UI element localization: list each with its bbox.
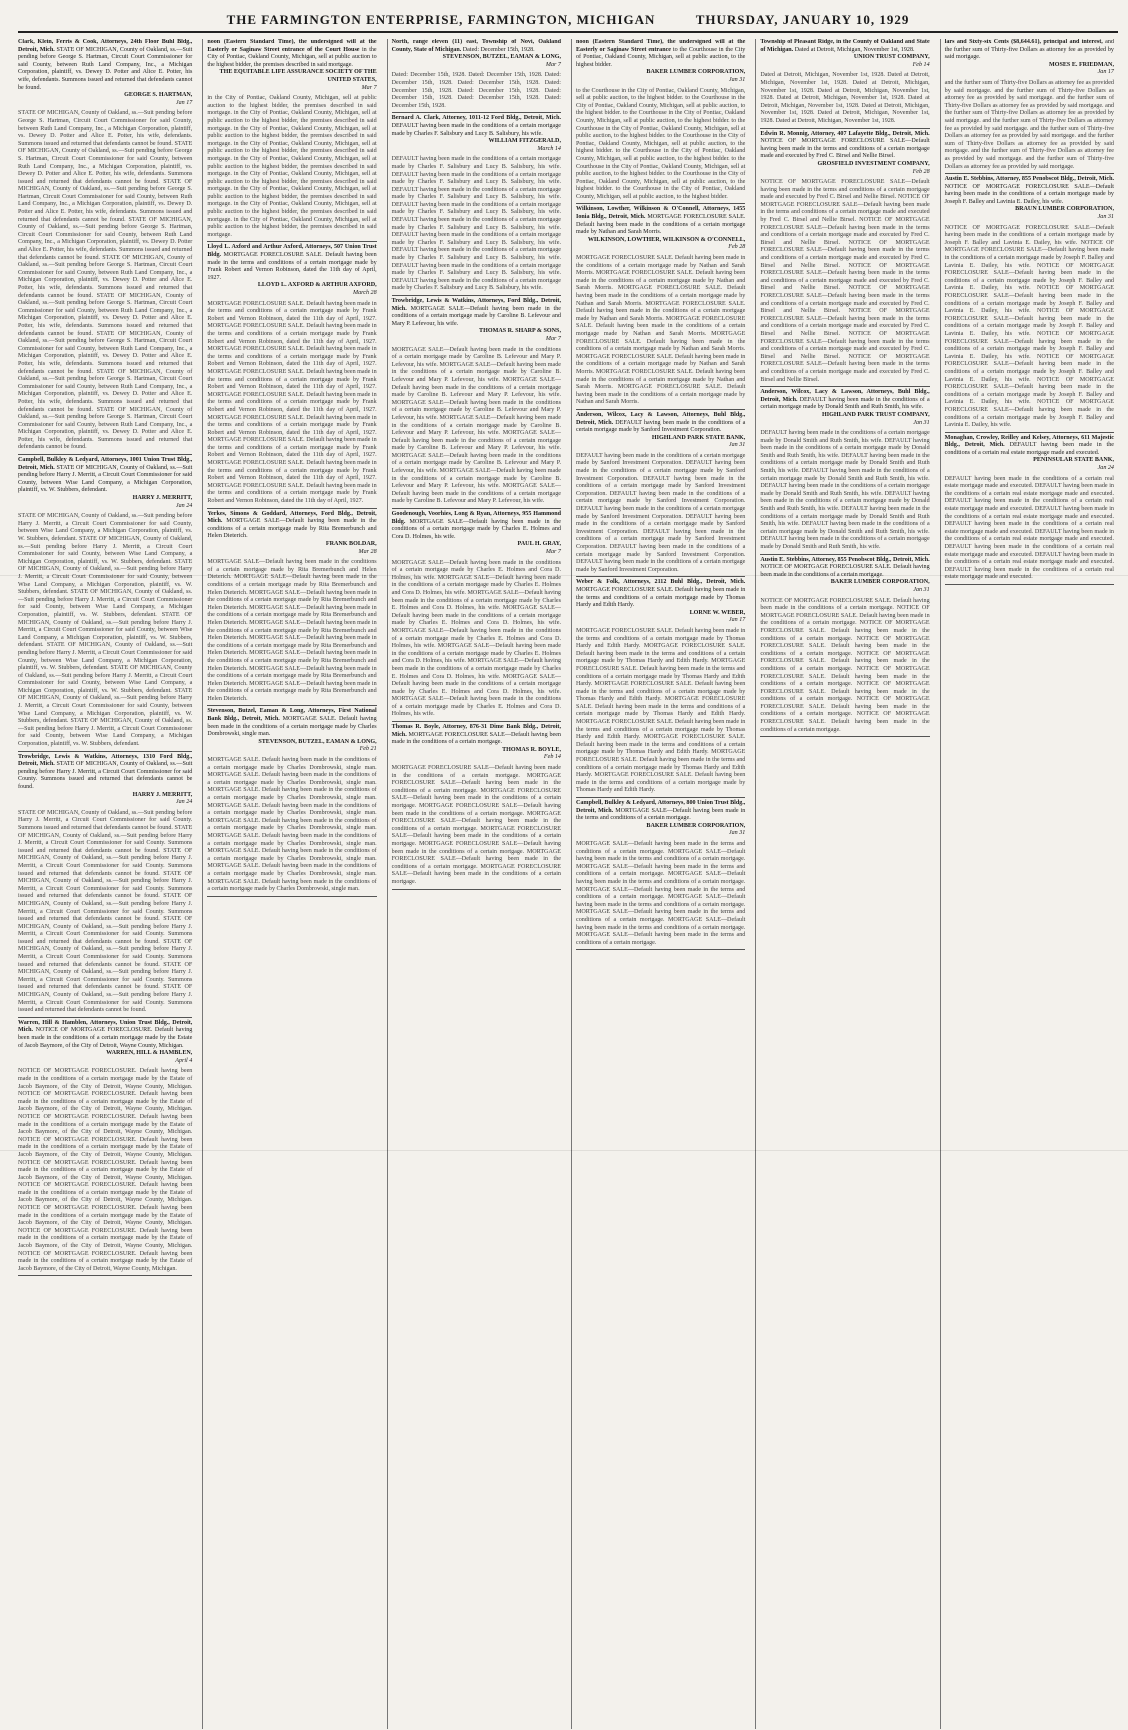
- notice-divider: [576, 949, 745, 950]
- notice-body: Dated at Detroit, Michigan, November 1st, 1928.: [794, 46, 915, 53]
- notice-header: Anderson, Wilcox, Lacy & Lawson, Attorneys, Buhl Bldg., Detroit, Mich.: [575, 411, 746, 426]
- notice-header: Austin E. Stebbins, Attorney, 855 Penobscot Bldg., Detroit, Mich.: [760, 556, 930, 563]
- notice-signature: PAUL H. GRAY,: [517, 541, 561, 548]
- notice-date: Feb 14: [912, 61, 930, 68]
- legal-notice: [760, 131, 929, 177]
- notice-divider: [392, 112, 561, 113]
- notice-divider: [207, 896, 376, 897]
- masthead: [18, 12, 1118, 33]
- notice-header: North, range eleven (11) east, Township of Novi, Oakland County, State of Michigan.: [391, 39, 561, 53]
- notice-body: DEFAULT having been made in the conditions of a certain mortgage made by Charles F. Salisbury and Lucy B. Salisbury, his wife.: [391, 122, 561, 137]
- notice-date: Jan 17: [728, 617, 746, 624]
- notice-header: Campbell, Bulkley & Ledyard, Attorneys, 800 Union Trust Bldg., Detroit, Mich.: [575, 800, 746, 814]
- notice-date: Jan 31: [1097, 214, 1114, 221]
- notice-body-continuation: Dated at Detroit, Michigan, November 1st, 1928. Dated at Detroit, Michigan, November 1st, 1928. Dated at Detroit, Michigan, November 1st, 1928. Dated at Detroit, Michigan, November 1st, 1928. Dated at Detroit, Michigan, November 1st, 1928. Dated at Detroit, Michigan, November 1st, 1928. Dated at Detroit, Michigan, November 1st, 1928. Dated at Detroit, Michigan, November 1st, 1928. Dated at Detroit, Michigan, November 1st, 1928.: [760, 72, 930, 124]
- notice-date: Jan 17: [175, 99, 193, 106]
- notice-body-continuation: MORTGAGE FORECLOSURE SALE—Default having been made in the conditions of a certain mortgage. MORTGAGE FORECLOSURE SALE—Default having been made in the conditions of a certain mortgage. MORTGAGE FORECLOSURE SALE—Default having been made in the conditions of a certain mortgage. MORTGAGE FORECLOSURE SALE—Default having been made in the conditions of a certain mortgage. MORTGAGE FORECLOSURE SALE—Default having been made in the conditions of a certain mortgage. MORTGAGE FORECLOSURE SALE—Default having been made in the conditions of a certain mortgage. MORTGAGE FORECLOSURE SALE—Default having been made in the conditions of a certain mortgage. MORTGAGE FORECLOSURE SALE—Default having been made in the conditions of a certain mortgage. MORTGAGE FORECLOSURE SALE—Default having been made in the conditions of a certain mortgage.: [391, 765, 561, 885]
- notice-body: NOTICE OF MORTGAGE FORECLOSURE SALE. Default having been made in the conditions of a certain mortgage.: [760, 564, 930, 578]
- column-5: [755, 39, 933, 1729]
- notice-body: DEFAULT having been made in the conditions of a certain mortgage made by Donald Smith and Ruth Smith, his wife.: [760, 396, 930, 411]
- legal-notice: [760, 389, 929, 427]
- notice-signature: THOMAS R. BOYLE,: [502, 746, 561, 753]
- notice-signature: HIGHLAND PARK TRUST COMPANY,: [821, 411, 930, 418]
- legal-notice: [760, 39, 929, 69]
- notice-body: MORTGAGE SALE—Default having been made in the terms and conditions of a certain mortgage.: [575, 807, 746, 822]
- notice-date: Mar 7: [545, 335, 561, 342]
- notice-divider: [392, 295, 561, 296]
- notice-body-continuation: to the Courthouse in the City of Pontiac, Oakland County, Michigan, sell at public auction, to the highest bidder. to the Courthouse in the City of Pontiac, Oakland County, Michigan, sell at public auction, to the highest bidder. to the Courthouse in the City of Pontiac, Oakland County, Michigan, sell at public auction, to the highest bidder. to the Courthouse in the City of Pontiac, Oakland County, Michigan, sell at public auction, to the highest bidder. to the Courthouse in the City of Pontiac, Oakland County, Michigan, sell at public auction, to the highest bidder. to the Courthouse in the City of Pontiac, Oakland County, Michigan, sell at public auction, to the highest bidder. to the Courthouse in the City of Pontiac, Oakland County, Michigan, sell at public auction, to the highest bidder. to the Courthouse in the City of Pontiac, Oakland County, Michigan, sell at public auction, to the highest bidder. to the Courthouse in the City of Pontiac, Oakland County, Michigan, sell at public auction, to the highest bidder.: [575, 87, 746, 200]
- notice-signature: WILKINSON, LOWTHER, WILKINSON & O'CONNELL,: [587, 236, 746, 243]
- notice-date: Feb 28: [912, 168, 930, 175]
- notice-body: to the Courthouse in the City of Pontiac, Oakland County, Michigan, sell at public auction, to the highest bidder.: [575, 46, 746, 68]
- notice-header: Edwin R. Monnig, Attorney, 407 Lafayette Bldg., Detroit, Mich.: [760, 130, 930, 137]
- notice-divider: [576, 576, 745, 577]
- notice-body-continuation: MORTGAGE SALE—Default having been made in the conditions of a certain mortgage made by Caroline B. Lefevour and Mary P. Lefevour, his wife. MORTGAGE SALE—Default having been made in the conditions of a certain mortgage made by Caroline B. Lefevour and Mary P. Lefevour, his wife. MORTGAGE SALE—Default having been made in the conditions of a certain mortgage made by Caroline B. Lefevour and Mary P. Lefevour, his wife. MORTGAGE SALE—Default having been made in the conditions of a certain mortgage made by Caroline B. Lefevour and Mary P. Lefevour, his wife. MORTGAGE SALE—Default having been made in the conditions of a certain mortgage made by Caroline B. Lefevour and Mary P. Lefevour, his wife. MORTGAGE SALE—Default having been made in the conditions of a certain mortgage made by Caroline B. Lefevour and Mary P. Lefevour, his wife. MORTGAGE SALE—Default having been made in the conditions of a certain mortgage made by Caroline B. Lefevour and Mary P. Lefevour, his wife. MORTGAGE SALE—Default having been made in the conditions of a certain mortgage made by Caroline B. Lefevour and Mary P. Lefevour, his wife. MORTGAGE SALE—Default having been made in the conditions of a certain mortgage made by Caroline B. Lefevour and Mary P. Lefevour, his wife.: [391, 346, 561, 505]
- legal-notice: [945, 39, 1114, 77]
- notice-body-continuation: and the further sum of Thirty-five Dollars as attorney fee as provided by said mortgage. and the further sum of Thirty-five Dollars as attorney fee as provided by said mortgage. and the further sum of Thirty-five Dollars as attorney fee as provided by said mortgage. and the further sum of Thirty-five Dollars as attorney fee as provided by said mortgage. and the further sum of Thirty-five Dollars as attorney fee as provided by said mortgage. and the further sum of Thirty-five Dollars as attorney fee as provided by said mortgage. and the further sum of Thirty-five Dollars as attorney fee as provided by said mortgage. and the further sum of Thirty-five Dollars as attorney fee as provided by said mortgage. and the further sum of Thirty-five Dollars as attorney fee as provided by said mortgage.: [944, 79, 1114, 170]
- notice-signature: UNION TRUST COMPANY,: [853, 54, 930, 61]
- notice-body: STATE OF MICHIGAN, County of Oakland, ss.—Suit pending before George S. Hartman, Circuit Court Commissioner for said County, between Ruth Land Company, Inc., a Michigan Corporation, plaintiff, vs. Dewey D. Potter and Alice E. Potter, his wife, defendants. Summons issued and returned that defendants cannot be found.: [18, 46, 193, 91]
- notice-divider: [760, 736, 929, 737]
- notice-divider: [207, 508, 376, 509]
- notice-body: MORTGAGE FORECLOSURE SALE. Default having been made in the conditions of a certain mortgage made by Nathan and Sarah Morris.: [575, 214, 746, 236]
- notice-body: Dated: December 15th, 1928.: [462, 46, 535, 53]
- notice-divider: [18, 1275, 192, 1276]
- notice-body: NOTICE OF MORTGAGE FORECLOSURE SALE—Default having been made in the conditions of a certain mortgage made by Joseph F. Balley and Lavinia E. Dailey, his wife.: [944, 183, 1114, 205]
- legal-notice: [207, 511, 376, 557]
- notice-divider: [576, 797, 745, 798]
- notice-body-continuation: STATE OF MICHIGAN, County of Oakland, ss.—Suit pending before Harry J. Merritt, a Circuit Court Commissioner for said County. Summons issued and returned that defendants cannot be found. STATE OF MICHIGAN, County of Oakland, ss.—Suit pending before Harry J. Merritt, a Circuit Court Commissioner for said County. Summons issued and returned that defendants cannot be found. STATE OF MICHIGAN, County of Oakland, ss.—Suit pending before Harry J. Merritt, a Circuit Court Commissioner for said County. Summons issued and returned that defendants cannot be found. STATE OF MICHIGAN, County of Oakland, ss.—Suit pending before Harry J. Merritt, a Circuit Court Commissioner for said County. Summons issued and returned that defendants cannot be found. STATE OF MICHIGAN, County of Oakland, ss.—Suit pending before Harry J. Merritt, a Circuit Court Commissioner for said County. Summons issued and returned that defendants cannot be found. STATE OF MICHIGAN, County of Oakland, ss.—Suit pending before Harry J. Merritt, a Circuit Court Commissioner for said County. Summons issued and returned that defendants cannot be found. STATE OF MICHIGAN, County of Oakland, ss.—Suit pending before Harry J. Merritt, a Circuit Court Commissioner for said County. Summons issued and returned that defendants cannot be found. STATE OF MICHIGAN, County of Oakland, ss.—Suit pending before Harry J. Merritt, a Circuit Court Commissioner for said County. Summons issued and returned that defendants cannot be found. STATE OF MICHIGAN, County of Oakland, ss.—Suit pending before Harry J. Merritt, a Circuit Court Commissioner for said County. Summons issued and returned that defendants cannot be found.: [18, 809, 193, 1014]
- notice-body-continuation: DEFAULT having been made in the conditions of a certain mortgage made by Charles F. Salisbury and Lucy B. Salisbury, his wife. DEFAULT having been made in the conditions of a certain mortgage made by Charles F. Salisbury and Lucy B. Salisbury, his wife. DEFAULT having been made in the conditions of a certain mortgage made by Charles F. Salisbury and Lucy B. Salisbury, his wife. DEFAULT having been made in the conditions of a certain mortgage made by Charles F. Salisbury and Lucy B. Salisbury, his wife. DEFAULT having been made in the conditions of a certain mortgage made by Charles F. Salisbury and Lucy B. Salisbury, his wife. DEFAULT having been made in the conditions of a certain mortgage made by Charles F. Salisbury and Lucy B. Salisbury, his wife. DEFAULT having been made in the conditions of a certain mortgage made by Charles F. Salisbury and Lucy B. Salisbury, his wife. DEFAULT having been made in the conditions of a certain mortgage made by Charles F. Salisbury and Lucy B. Salisbury, his wife. DEFAULT having been made in the conditions of a certain mortgage made by Charles F. Salisbury and Lucy B. Salisbury, his wife.: [391, 156, 561, 292]
- notice-body-continuation: STATE OF MICHIGAN, County of Oakland, ss.—Suit pending before George S. Hartman, Circuit Court Commissioner for said County, between Ruth Land Company, Inc., a Michigan Corporation, plaintiff, vs. Dewey D. Potter and Alice E. Potter, his wife, defendants. Summons issued and returned that defendants cannot be found. STATE OF MICHIGAN, County of Oakland, ss.—Suit pending before George S. Hartman, Circuit Court Commissioner for said County, between Ruth Land Company, Inc., a Michigan Corporation, plaintiff, vs. Dewey D. Potter and Alice E. Potter, his wife, defendants. Summons issued and returned that defendants cannot be found. STATE OF MICHIGAN, County of Oakland, ss.—Suit pending before George S. Hartman, Circuit Court Commissioner for said County, between Ruth Land Company, Inc., a Michigan Corporation, plaintiff, vs. Dewey D. Potter and Alice E. Potter, his wife, defendants. Summons issued and returned that defendants cannot be found. STATE OF MICHIGAN, County of Oakland, ss.—Suit pending before George S. Hartman, Circuit Court Commissioner for said County, between Ruth Land Company, Inc., a Michigan Corporation, plaintiff, vs. Dewey D. Potter and Alice E. Potter, his wife, defendants. Summons issued and returned that defendants cannot be found. STATE OF MICHIGAN, County of Oakland, ss.—Suit pending before George S. Hartman, Circuit Court Commissioner for said County, between Ruth Land Company, Inc., a Michigan Corporation, plaintiff, vs. Dewey D. Potter and Alice E. Potter, his wife, defendants. Summons issued and returned that defendants cannot be found. STATE OF MICHIGAN, County of Oakland, ss.—Suit pending before George S. Hartman, Circuit Court Commissioner for said County, between Ruth Land Company, Inc., a Michigan Corporation, plaintiff, vs. Dewey D. Potter and Alice E. Potter, his wife, defendants. Summons issued and returned that defendants cannot be found. STATE OF MICHIGAN, County of Oakland, ss.—Suit pending before George S. Hartman, Circuit Court Commissioner for said County, between Ruth Land Company, Inc., a Michigan Corporation, plaintiff, vs. Dewey D. Potter and Alice E. Potter, his wife, defendants. Summons issued and returned that defendants cannot be found. STATE OF MICHIGAN, County of Oakland, ss.—Suit pending before George S. Hartman, Circuit Court Commissioner for said County, between Ruth Land Company, Inc., a Michigan Corporation, plaintiff, vs. Dewey D. Potter and Alice E. Potter, his wife, defendants. Summons issued and returned that defendants cannot be found. STATE OF MICHIGAN, County of Oakland, ss.—Suit pending before George S. Hartman, Circuit Court Commissioner for said County, between Ruth Land Company, Inc., a Michigan Corporation, plaintiff, vs. Dewey D. Potter and Alice E. Potter, his wife, defendants. Summons issued and returned that defendants cannot be found.: [18, 110, 193, 451]
- notice-header: noon (Eastern Standard Time), the undersigned will at the Easterly or Saginaw Street entrance: [575, 39, 746, 53]
- column-4: [571, 39, 749, 1729]
- legal-notice: [392, 39, 561, 69]
- notice-header: Anderson, Wilcox, Lacy & Lawson, Attorneys, Buhl Bldg., Detroit, Mich.: [760, 389, 930, 403]
- legal-notice: [576, 412, 745, 450]
- notice-date: Feb 28: [728, 244, 746, 251]
- notice-divider: [945, 173, 1114, 174]
- notice-body: STATE OF MICHIGAN, County of Oakland, ss.—Suit pending before Harry J. Merritt, a Circuit Court Commissioner for said County, between Wise Land Company, a Michigan Corporation, plaintiff, vs. W. Stubbers, defendant.: [18, 464, 193, 494]
- fold-line: [0, 575, 1128, 576]
- notice-signature: BAKER LUMBER CORPORATION,: [646, 822, 746, 829]
- notice-divider: [392, 721, 561, 722]
- notice-signature: PENINSULAR STATE BANK,: [1033, 457, 1114, 464]
- notice-date: March 28: [353, 290, 377, 296]
- notice-body: DEFAULT having been made in the conditions of a certain real estate mortgage made and executed.: [944, 442, 1114, 456]
- notice-signature: WARREN, HILL & HAMBLEN,: [106, 1050, 193, 1057]
- notice-body: MORTGAGE FORECLOSURE SALE—Default having been made in the conditions of a certain mortgage.: [391, 731, 561, 746]
- notice-date: Jan 24: [175, 502, 193, 509]
- column-1: [18, 39, 196, 1729]
- notice-header: Yerkes, Simons & Goddard, Attorneys, Ford Bldg., Detroit, Mich.: [207, 510, 377, 525]
- notice-date: Feb 14: [543, 754, 561, 761]
- notice-header: noon (Eastern Standard Time), the undersigned will at the Easterly or Saginaw Street entrance of the Court House: [207, 39, 377, 53]
- notice-body: MORTGAGE SALE—Default having been made in the conditions of a certain mortgage made by Rita Bremerbunch and Helen Dieterich.: [207, 518, 377, 540]
- notice-signature: THOMAS R. SHARP & SONS,: [479, 328, 561, 335]
- notice-date: Jan 31: [728, 830, 746, 837]
- notice-date: Jan 17: [1097, 69, 1114, 76]
- legal-notice: [392, 511, 561, 557]
- notice-header: Bernard A. Clark, Attorney, 1011-12 Ford Bldg., Detroit, Mich.: [391, 115, 561, 122]
- notice-divider: [18, 454, 192, 455]
- notice-divider: [207, 705, 376, 706]
- notice-divider: [945, 432, 1114, 433]
- notice-header: Goodenough, Voorhies, Long & Ryan, Attorneys, 955 Hammond Bldg.: [391, 511, 561, 525]
- notice-header: Thomas R. Boyle, Attorney, 876-31 Dime Bank Bldg., Detroit, Mich.: [391, 724, 561, 738]
- notice-date: Feb 21: [359, 746, 377, 753]
- notice-date: April 4: [175, 1057, 193, 1064]
- notice-date: Mar 7: [361, 84, 377, 91]
- notice-body-continuation: NOTICE OF MORTGAGE FORECLOSURE. Default having been made in the conditions of a certain mortgage made by the Estate of Jacob Baymore, of the City of Detroit, Wayne County, Michigan. NOTICE OF MORTGAGE FORECLOSURE. Default having been made in the conditions of a certain mortgage made by the Estate of Jacob Baymore, of the City of Detroit, Wayne County, Michigan. NOTICE OF MORTGAGE FORECLOSURE. Default having been made in the conditions of a certain mortgage made by the Estate of Jacob Baymore, of the City of Detroit, Wayne County, Michigan. NOTICE OF MORTGAGE FORECLOSURE. Default having been made in the conditions of a certain mortgage made by the Estate of Jacob Baymore, of the City of Detroit, Wayne County, Michigan. NOTICE OF MORTGAGE FORECLOSURE. Default having been made in the conditions of a certain mortgage made by the Estate of Jacob Baymore, of the City of Detroit, Wayne County, Michigan. NOTICE OF MORTGAGE FORECLOSURE. Default having been made in the conditions of a certain mortgage made by the Estate of Jacob Baymore, of the City of Detroit, Wayne County, Michigan. NOTICE OF MORTGAGE FORECLOSURE. Default having been made in the conditions of a certain mortgage made by the Estate of Jacob Baymore, of the City of Detroit, Wayne County, Michigan. NOTICE OF MORTGAGE FORECLOSURE. Default having been made in the conditions of a certain mortgage made by the Estate of Jacob Baymore, of the City of Detroit, Wayne County, Michigan. NOTICE OF MORTGAGE FORECLOSURE. Default having been made in the conditions of a certain mortgage made by the Estate of Jacob Baymore, of the City of Detroit, Wayne County, Michigan.: [18, 1068, 193, 1272]
- notice-body-continuation: MORTGAGE SALE—Default having been made in the conditions of a certain mortgage made by Charles E. Holmes and Cora D. Holmes, his wife. MORTGAGE SALE—Default having been made in the conditions of a certain mortgage made by Charles E. Holmes and Cora D. Holmes, his wife. MORTGAGE SALE—Default having been made in the conditions of a certain mortgage made by Charles E. Holmes and Cora D. Holmes, his wife. MORTGAGE SALE—Default having been made in the conditions of a certain mortgage made by Charles E. Holmes and Cora D. Holmes, his wife. MORTGAGE SALE—Default having been made in the conditions of a certain mortgage made by Charles E. Holmes and Cora D. Holmes, his wife. MORTGAGE SALE—Default having been made in the conditions of a certain mortgage made by Charles E. Holmes and Cora D. Holmes, his wife. MORTGAGE SALE—Default having been made in the conditions of a certain mortgage made by Charles E. Holmes and Cora D. Holmes, his wife. MORTGAGE SALE—Default having been made in the conditions of a certain mortgage made by Charles E. Holmes and Cora D. Holmes, his wife. MORTGAGE SALE—Default having been made in the conditions of a certain mortgage made by Charles E. Holmes and Cora D. Holmes, his wife.: [391, 559, 561, 718]
- notice-body: MORTGAGE SALE. Default having been made in the conditions of a certain mortgage made by Charles Dombrowski, single man.: [207, 716, 377, 738]
- notice-signature: FRANK BOLDAR,: [325, 541, 377, 547]
- notice-date: Jan 31: [728, 76, 746, 83]
- notice-body-continuation: Dated: December 15th, 1928. Dated: December 15th, 1928. Dated: December 15th, 1928. Dated: December 15th, 1928. Dated: December 15th, 1928. Dated: December 15th, 1928. Dated: December 15th, 1928. Dated: December 15th, 1928. Dated: December 15th, 1928.: [391, 72, 561, 109]
- notice-divider: [576, 409, 745, 410]
- notice-signature: BAKER LUMBER CORPORATION,: [646, 69, 746, 76]
- notice-body: MORTGAGE SALE—Default having been made in the conditions of a certain mortgage made by Charles E. Holmes and Cora D. Holmes, his wife.: [391, 518, 561, 540]
- notice-divider: [945, 584, 1114, 585]
- notice-body-continuation: STATE OF MICHIGAN, County of Oakland, ss.—Suit pending before Harry J. Merritt, a Circuit Court Commissioner for said County, between Wise Land Company, a Michigan Corporation, plaintiff, vs. W. Stubbers, defendant. STATE OF MICHIGAN, County of Oakland, ss.—Suit pending before Harry J. Merritt, a Circuit Court Commissioner for said County, between Wise Land Company, a Michigan Corporation, plaintiff, vs. W. Stubbers, defendant. STATE OF MICHIGAN, County of Oakland, ss.—Suit pending before Harry J. Merritt, a Circuit Court Commissioner for said County, between Wise Land Company, a Michigan Corporation, plaintiff, vs. W. Stubbers, defendant. STATE OF MICHIGAN, County of Oakland, ss.—Suit pending before Harry J. Merritt, a Circuit Court Commissioner for said County, between Wise Land Company, a Michigan Corporation, plaintiff, vs. W. Stubbers, defendant. STATE OF MICHIGAN, County of Oakland, ss.—Suit pending before Harry J. Merritt, a Circuit Court Commissioner for said County, between Wise Land Company, a Michigan Corporation, plaintiff, vs. W. Stubbers, defendant. STATE OF MICHIGAN, County of Oakland, ss.—Suit pending before Harry J. Merritt, a Circuit Court Commissioner for said County, between Wise Land Company, a Michigan Corporation, plaintiff, vs. W. Stubbers, defendant. STATE OF MICHIGAN, County of Oakland, ss.—Suit pending before Harry J. Merritt, a Circuit Court Commissioner for said County, between Wise Land Company, a Michigan Corporation, plaintiff, vs. W. Stubbers, defendant. STATE OF MICHIGAN, County of Oakland, ss.—Suit pending before Harry J. Merritt, a Circuit Court Commissioner for said County, between Wise Land Company, a Michigan Corporation, plaintiff, vs. W. Stubbers, defendant. STATE OF MICHIGAN, County of Oakland, ss.—Suit pending before Harry J. Merritt, a Circuit Court Commissioner for said County, between Wise Land Company, a Michigan Corporation, plaintiff, vs. W. Stubbers, defendant.: [18, 513, 193, 748]
- notice-date: Mar 28: [358, 548, 377, 555]
- notice-signature: HARRY J. MERRITT,: [132, 495, 193, 502]
- notice-body-continuation: MORTGAGE FORECLOSURE SALE. Default having been made in the terms and conditions of a certain mortgage made by Frank Robert and Vernon Robinson, dated the 11th day of April, 1927. MORTGAGE FORECLOSURE SALE. Default having been made in the terms and conditions of a certain mortgage made by Frank Robert and Vernon Robinson, dated the 11th day of April, 1927. MORTGAGE FORECLOSURE SALE. Default having been made in the terms and conditions of a certain mortgage made by Frank Robert and Vernon Robinson, dated the 11th day of April, 1927. MORTGAGE FORECLOSURE SALE. Default having been made in the terms and conditions of a certain mortgage made by Frank Robert and Vernon Robinson, dated the 11th day of April, 1927. MORTGAGE FORECLOSURE SALE. Default having been made in the terms and conditions of a certain mortgage made by Frank Robert and Vernon Robinson, dated the 11th day of April, 1927. MORTGAGE FORECLOSURE SALE. Default having been made in the terms and conditions of a certain mortgage made by Frank Robert and Vernon Robinson, dated the 11th day of April, 1927. MORTGAGE FORECLOSURE SALE. Default having been made in the terms and conditions of a certain mortgage made by Frank Robert and Vernon Robinson, dated the 11th day of April, 1927. MORTGAGE FORECLOSURE SALE. Default having been made in the terms and conditions of a certain mortgage made by Frank Robert and Vernon Robinson, dated the 11th day of April, 1927. MORTGAGE FORECLOSURE SALE. Default having been made in the terms and conditions of a certain mortgage made by Frank Robert and Vernon Robinson, dated the 11th day of April, 1927.: [207, 300, 377, 505]
- legal-notice: [18, 39, 192, 107]
- notice-divider: [18, 1017, 192, 1018]
- legal-notice: [945, 435, 1114, 473]
- notice-body-continuation: MORTGAGE SALE—Default having been made in the conditions of a certain mortgage made by Rita Bremerbunch and Helen Dieterich. MORTGAGE SALE—Default having been made in the conditions of a certain mortgage made by Rita Bremerbunch and Helen Dieterich. MORTGAGE SALE—Default having been made in the conditions of a certain mortgage made by Rita Bremerbunch and Helen Dieterich. MORTGAGE SALE—Default having been made in the conditions of a certain mortgage made by Rita Bremerbunch and Helen Dieterich. MORTGAGE SALE—Default having been made in the conditions of a certain mortgage made by Rita Bremerbunch and Helen Dieterich. MORTGAGE SALE—Default having been made in the conditions of a certain mortgage made by Rita Bremerbunch and Helen Dieterich. MORTGAGE SALE—Default having been made in the conditions of a certain mortgage made by Rita Bremerbunch and Helen Dieterich. MORTGAGE SALE—Default having been made in the conditions of a certain mortgage made by Rita Bremerbunch and Helen Dieterich. MORTGAGE SALE—Default having been made in the conditions of a certain mortgage made by Rita Bremerbunch and Helen Dieterich.: [207, 559, 377, 702]
- notice-divider: [392, 889, 561, 890]
- notice-signature: LLOYD L. AXFORD & ARTHUR AXFORD,: [257, 282, 377, 289]
- legal-notice: [207, 244, 376, 297]
- notice-body: NOTICE OF MORTGAGE FORECLOSURE. Default having been made in the conditions of a certain mortgage made by the Estate of Jacob Baymore, of the City of Detroit, Wayne County, Michigan.: [18, 1027, 193, 1049]
- notice-body-continuation: NOTICE OF MORTGAGE FORECLOSURE SALE—Default having been made in the conditions of a certain mortgage made by Joseph F. Balley and Lavinia E. Dailey, his wife. NOTICE OF MORTGAGE FORECLOSURE SALE—Default having been made in the conditions of a certain mortgage made by Joseph F. Balley and Lavinia E. Dailey, his wife. NOTICE OF MORTGAGE FORECLOSURE SALE—Default having been made in the conditions of a certain mortgage made by Joseph F. Balley and Lavinia E. Dailey, his wife. NOTICE OF MORTGAGE FORECLOSURE SALE—Default having been made in the conditions of a certain mortgage made by Joseph F. Balley and Lavinia E. Dailey, his wife. NOTICE OF MORTGAGE FORECLOSURE SALE—Default having been made in the conditions of a certain mortgage made by Joseph F. Balley and Lavinia E. Dailey, his wife. NOTICE OF MORTGAGE FORECLOSURE SALE—Default having been made in the conditions of a certain mortgage made by Joseph F. Balley and Lavinia E. Dailey, his wife. NOTICE OF MORTGAGE FORECLOSURE SALE—Default having been made in the conditions of a certain mortgage made by Joseph F. Balley and Lavinia E. Dailey, his wife. NOTICE OF MORTGAGE FORECLOSURE SALE—Default having been made in the conditions of a certain mortgage made by Joseph F. Balley and Lavinia E. Dailey, his wife. NOTICE OF MORTGAGE FORECLOSURE SALE—Default having been made in the conditions of a certain mortgage made by Joseph F. Balley and Lavinia E. Dailey, his wife.: [944, 224, 1114, 429]
- notice-body-continuation: MORTGAGE FORECLOSURE SALE. Default having been made in the terms and conditions of a certain mortgage made by Thomas Hardy and Edith Hardy. MORTGAGE FORECLOSURE SALE. Default having been made in the terms and conditions of a certain mortgage made by Thomas Hardy and Edith Hardy. MORTGAGE FORECLOSURE SALE. Default having been made in the terms and conditions of a certain mortgage made by Thomas Hardy and Edith Hardy. MORTGAGE FORECLOSURE SALE. Default having been made in the terms and conditions of a certain mortgage made by Thomas Hardy and Edith Hardy. MORTGAGE FORECLOSURE SALE. Default having been made in the terms and conditions of a certain mortgage made by Thomas Hardy and Edith Hardy. MORTGAGE FORECLOSURE SALE. Default having been made in the terms and conditions of a certain mortgage made by Thomas Hardy and Edith Hardy. MORTGAGE FORECLOSURE SALE. Default having been made in the terms and conditions of a certain mortgage made by Thomas Hardy and Edith Hardy. MORTGAGE FORECLOSURE SALE. Default having been made in the terms and conditions of a certain mortgage made by Thomas Hardy and Edith Hardy. MORTGAGE FORECLOSURE SALE. Default having been made in the terms and conditions of a certain mortgage made by Thomas Hardy and Edith Hardy.: [575, 627, 746, 794]
- legal-notice: [18, 457, 192, 510]
- notice-header: Campbell, Bulkley & Ledyard, Attorneys, 1001 Union Trust Bldg., Detroit, Mich.: [18, 457, 193, 471]
- notice-body: DEFAULT having been made in the conditions of a certain mortgage made by Sanford Investment Corporation.: [575, 419, 746, 434]
- notice-header: Austin E. Stebbins, Attorney, 855 Penobscot Bldg., Detroit, Mich.: [944, 176, 1114, 183]
- notice-header: Trowbridge, Lewis & Watkins, Attorneys, Ford Bldg., Detroit, Mich.: [391, 298, 561, 312]
- notice-body: MORTGAGE FORECLOSURE SALE. Default having been made in the terms and conditions of a certain mortgage made by Frank Robert and Vernon Robinson, dated the 11th day of April, 1927.: [207, 252, 377, 281]
- notice-divider: [392, 508, 561, 509]
- masthead-date: THURSDAY, JANUARY 10, 1929: [695, 12, 910, 27]
- notice-signature: BAKER LUMBER CORPORATION,: [830, 579, 930, 586]
- notice-signature: STEVENSON, BUTZEL, EAMAN & LONG,: [442, 54, 561, 61]
- notice-date: Mar 7: [545, 61, 561, 68]
- legal-notice: [576, 206, 745, 252]
- notice-date: Jan 31: [913, 586, 930, 593]
- notice-body-continuation: MORTGAGE SALE—Default having been made in the terms and conditions of a certain mortgage. MORTGAGE SALE—Default having been made in the terms and conditions of a certain mortgage. MORTGAGE SALE—Default having been made in the terms and conditions of a certain mortgage. MORTGAGE SALE—Default having been made in the terms and conditions of a certain mortgage. MORTGAGE SALE—Default having been made in the terms and conditions of a certain mortgage. MORTGAGE SALE—Default having been made in the terms and conditions of a certain mortgage. MORTGAGE SALE—Default having been made in the terms and conditions of a certain mortgage. MORTGAGE SALE—Default having been made in the terms and conditions of a certain mortgage. MORTGAGE SALE—Default having been made in the terms and conditions of a certain mortgage.: [575, 840, 746, 946]
- notice-header: Lloyd L. Axford and Arthur Axford, Attorneys, 507 Union Trust Bldg.: [207, 244, 377, 259]
- notice-body-continuation: DEFAULT having been made in the conditions of a certain mortgage made by Donald Smith and Ruth Smith, his wife. DEFAULT having been made in the conditions of a certain mortgage made by Donald Smith and Ruth Smith, his wife. DEFAULT having been made in the conditions of a certain mortgage made by Donald Smith and Ruth Smith, his wife. DEFAULT having been made in the conditions of a certain mortgage made by Donald Smith and Ruth Smith, his wife. DEFAULT having been made in the conditions of a certain mortgage made by Donald Smith and Ruth Smith, his wife. DEFAULT having been made in the conditions of a certain mortgage made by Donald Smith and Ruth Smith, his wife. DEFAULT having been made in the conditions of a certain mortgage made by Donald Smith and Ruth Smith, his wife. DEFAULT having been made in the conditions of a certain mortgage made by Donald Smith and Ruth Smith, his wife. DEFAULT having been made in the conditions of a certain mortgage made by Donald Smith and Ruth Smith, his wife.: [760, 430, 930, 550]
- legal-notice: [392, 115, 561, 153]
- legal-notice: [207, 708, 376, 754]
- notice-header: Trowbridge, Lewis & Watkins, Attorneys, 1310 Ford Bldg., Detroit, Mich.: [18, 753, 193, 768]
- notice-body-continuation: NOTICE OF MORTGAGE FORECLOSURE SALE. Default having been made in the conditions of a certain mortgage. NOTICE OF MORTGAGE FORECLOSURE SALE. Default having been made in the conditions of a certain mortgage. NOTICE OF MORTGAGE FORECLOSURE SALE. Default having been made in the conditions of a certain mortgage. NOTICE OF MORTGAGE FORECLOSURE SALE. Default having been made in the conditions of a certain mortgage. NOTICE OF MORTGAGE FORECLOSURE SALE. Default having been made in the conditions of a certain mortgage. NOTICE OF MORTGAGE FORECLOSURE SALE. Default having been made in the conditions of a certain mortgage. NOTICE OF MORTGAGE FORECLOSURE SALE. Default having been made in the conditions of a certain mortgage. NOTICE OF MORTGAGE FORECLOSURE SALE. Default having been made in the conditions of a certain mortgage. NOTICE OF MORTGAGE FORECLOSURE SALE. Default having been made in the conditions of a certain mortgage.: [760, 597, 930, 733]
- notice-date: Jan 24: [1097, 465, 1114, 472]
- notice-date: March 14: [537, 145, 561, 152]
- legal-notice: [945, 176, 1114, 222]
- notice-divider: [207, 241, 376, 242]
- notice-signature: GEORGE S. HARTMAN,: [124, 92, 193, 99]
- legal-notice: [392, 298, 561, 344]
- notice-signature: HIGHLAND PARK STATE BANK,: [651, 434, 746, 441]
- notice-header: lars and Sixty-six Cents ($8,644.61), principal and interest,: [944, 39, 1103, 45]
- notice-divider: [576, 203, 745, 204]
- notice-header: Monaghan, Crowley, Reilley and Kelsey, Attorneys, 611 Majestic Bldg., Detroit, Mich.: [944, 434, 1114, 449]
- notice-header: Wilkinson, Lowther, Wilkinson & O'Connell, Attorneys, 1455 Ionia Bldg., Detroit, Mich.: [575, 206, 746, 221]
- notice-signature: HARRY J. MERRITT,: [132, 791, 193, 798]
- notice-signature: THE EQUITABLE LIFE ASSURANCE SOCIETY OF THE UNITED STATES,: [219, 69, 377, 83]
- notice-body: STATE OF MICHIGAN, County of Oakland, ss.—Suit pending before Harry J. Merritt, a Circuit Court Commissioner for said County. Summons issued and returned that defendants cannot be found.: [18, 761, 193, 790]
- notice-date: Jan 24: [175, 799, 193, 806]
- notice-divider: [760, 386, 929, 387]
- legal-notices-columns: [18, 39, 1118, 1729]
- legal-notice: [18, 1020, 192, 1066]
- notice-body: MORTGAGE SALE—Default having been made in the conditions of a certain mortgage made by Caroline B. Lefevour and Mary P. Lefevour, his wife.: [391, 305, 561, 327]
- notice-body-continuation: NOTICE OF MORTGAGE FORECLOSURE SALE—Default having been made in the terms and conditions of a certain mortgage made and executed by Fred C. Birsel and Nellie Birsel. NOTICE OF MORTGAGE FORECLOSURE SALE—Default having been made in the terms and conditions of a certain mortgage made and executed by Fred C. Birsel and Nellie Birsel. NOTICE OF MORTGAGE FORECLOSURE SALE—Default having been made in the terms and conditions of a certain mortgage made and executed by Fred C. Birsel and Nellie Birsel. NOTICE OF MORTGAGE FORECLOSURE SALE—Default having been made in the terms and conditions of a certain mortgage made and executed by Fred C. Birsel and Nellie Birsel. NOTICE OF MORTGAGE FORECLOSURE SALE—Default having been made in the terms and conditions of a certain mortgage made and executed by Fred C. Birsel and Nellie Birsel. NOTICE OF MORTGAGE FORECLOSURE SALE—Default having been made in the terms and conditions of a certain mortgage made and executed by Fred C. Birsel and Nellie Birsel. NOTICE OF MORTGAGE FORECLOSURE SALE—Default having been made in the terms and conditions of a certain mortgage made and executed by Fred C. Birsel and Nellie Birsel. NOTICE OF MORTGAGE FORECLOSURE SALE—Default having been made in the terms and conditions of a certain mortgage made and executed by Fred C. Birsel and Nellie Birsel. NOTICE OF MORTGAGE FORECLOSURE SALE—Default having been made in the terms and conditions of a certain mortgage made and executed by Fred C. Birsel and Nellie Birsel.: [760, 179, 930, 383]
- legal-notice: [207, 39, 376, 92]
- notice-body: in the City of Pontiac, Oakland County, Michigan, sell at public auction to the highest bidder, the premises described in said mortgage.: [207, 46, 377, 68]
- notice-signature: MOSES E. FRIEDMAN,: [1048, 61, 1114, 68]
- notice-body-continuation: MORTGAGE SALE. Default having been made in the conditions of a certain mortgage made by Charles Dombrowski, single man. MORTGAGE SALE. Default having been made in the conditions of a certain mortgage made by Charles Dombrowski, single man. MORTGAGE SALE. Default having been made in the conditions of a certain mortgage made by Charles Dombrowski, single man. MORTGAGE SALE. Default having been made in the conditions of a certain mortgage made by Charles Dombrowski, single man. MORTGAGE SALE. Default having been made in the conditions of a certain mortgage made by Charles Dombrowski, single man. MORTGAGE SALE. Default having been made in the conditions of a certain mortgage made by Charles Dombrowski, single man. MORTGAGE SALE. Default having been made in the conditions of a certain mortgage made by Charles Dombrowski, single man. MORTGAGE SALE. Default having been made in the conditions of a certain mortgage made by Charles Dombrowski, single man. MORTGAGE SALE. Default having been made in the conditions of a certain mortgage made by Charles Dombrowski, single man.: [207, 757, 377, 893]
- notice-header: Weber & Folk, Attorneys, 2112 Buhl Bldg., Detroit, Mich.: [575, 579, 746, 586]
- notice-date: Mar 7: [545, 549, 561, 555]
- notice-body: NOTICE OF MORTGAGE FORECLOSURE SALE—Default having been made in the terms and conditions of a certain mortgage made and executed by Fred C. Birsel and Nellie Birsel.: [760, 138, 930, 160]
- legal-notice: [576, 579, 745, 625]
- notice-header: Clark, Klein, Ferris & Cook, Attorneys, 24th Floor Buhl Bldg., Detroit, Mich.: [18, 39, 193, 53]
- notice-date: Jan 31: [728, 442, 746, 449]
- column-2: [202, 39, 380, 1729]
- notice-body-continuation: DEFAULT having been made in the conditions of a certain mortgage made by Sanford Investment Corporation. DEFAULT having been made in the conditions of a certain mortgage made by Sanford Investment Corporation. DEFAULT having been made in the conditions of a certain mortgage made by Sanford Investment Corporation. DEFAULT having been made in the conditions of a certain mortgage made by Sanford Investment Corporation. DEFAULT having been made in the conditions of a certain mortgage made by Sanford Investment Corporation. DEFAULT having been made in the conditions of a certain mortgage made by Sanford Investment Corporation. DEFAULT having been made in the conditions of a certain mortgage made by Sanford Investment Corporation. DEFAULT having been made in the conditions of a certain mortgage made by Sanford Investment Corporation. DEFAULT having been made in the conditions of a certain mortgage made by Sanford Investment Corporation.: [575, 452, 746, 573]
- notice-header: Stevenson, Butzel, Eaman & Long, Attorneys, First National Bank Bldg., Detroit, Mich.: [207, 708, 377, 723]
- column-6: [940, 39, 1118, 1729]
- notice-signature: GROSFIELD INVESTMENT COMPANY,: [817, 160, 930, 167]
- legal-notice: [392, 724, 561, 762]
- fold-line: [0, 1150, 1128, 1151]
- column-3: [387, 39, 565, 1729]
- notice-header: Warren, Hill & Hamblen, Attorneys, Union Trust Bldg., Detroit, Mich.: [18, 1019, 193, 1034]
- notice-signature: LORNE W. WEBER,: [689, 609, 746, 616]
- notice-date: Jan 31: [913, 419, 930, 426]
- notice-signature: STEVENSON, BUTZEL, EAMAN & LONG,: [258, 738, 377, 745]
- notice-body-continuation: MORTGAGE FORECLOSURE SALE. Default having been made in the conditions of a certain mortgage made by Nathan and Sarah Morris. MORTGAGE FORECLOSURE SALE. Default having been made in the conditions of a certain mortgage made by Nathan and Sarah Morris. MORTGAGE FORECLOSURE SALE. Default having been made in the conditions of a certain mortgage made by Nathan and Sarah Morris. MORTGAGE FORECLOSURE SALE. Default having been made in the conditions of a certain mortgage made by Nathan and Sarah Morris. MORTGAGE FORECLOSURE SALE. Default having been made in the conditions of a certain mortgage made by Nathan and Sarah Morris. MORTGAGE FORECLOSURE SALE. Default having been made in the conditions of a certain mortgage made by Nathan and Sarah Morris. MORTGAGE FORECLOSURE SALE. Default having been made in the conditions of a certain mortgage made by Nathan and Sarah Morris. MORTGAGE FORECLOSURE SALE. Default having been made in the conditions of a certain mortgage made by Nathan and Sarah Morris. MORTGAGE FORECLOSURE SALE. Default having been made in the conditions of a certain mortgage made by Nathan and Sarah Morris.: [575, 255, 746, 406]
- notice-body: MORTGAGE FORECLOSURE SALE. Default having been made in the terms and conditions of a certain mortgage made by Thomas Hardy and Edith Hardy.: [575, 586, 746, 609]
- notice-body: and the further sum of Thirty-five Dollars as attorney fee as provided by said mortgage.: [944, 39, 1114, 61]
- notice-signature: WILLIAM FITZGERALD,: [488, 138, 561, 145]
- notice-divider: [760, 554, 929, 555]
- notice-header: Township of Pleasant Ridge, in the County of Oakland and State of Michigan.: [760, 39, 930, 53]
- notice-divider: [18, 751, 192, 752]
- legal-notice: [576, 800, 745, 838]
- notice-signature: BRAUN LUMBER CORPORATION,: [1015, 206, 1114, 213]
- notice-body-continuation: in the City of Pontiac, Oakland County, Michigan, sell at public auction to the highest bidder, the premises described in said mortgage. in the City of Pontiac, Oakland County, Michigan, sell at public auction to the highest bidder, the premises described in said mortgage. in the City of Pontiac, Oakland County, Michigan, sell at public auction to the highest bidder, the premises described in said mortgage. in the City of Pontiac, Oakland County, Michigan, sell at public auction to the highest bidder, the premises described in said mortgage. in the City of Pontiac, Oakland County, Michigan, sell at public auction to the highest bidder, the premises described in said mortgage. in the City of Pontiac, Oakland County, Michigan, sell at public auction to the highest bidder, the premises described in said mortgage. in the City of Pontiac, Oakland County, Michigan, sell at public auction to the highest bidder, the premises described in said mortgage. in the City of Pontiac, Oakland County, Michigan, sell at public auction to the highest bidder, the premises described in said mortgage. in the City of Pontiac, Oakland County, Michigan, sell at public auction to the highest bidder, the premises described in said mortgage.: [207, 95, 377, 238]
- notice-divider: [760, 128, 929, 129]
- masthead-paper: THE FARMINGTON ENTERPRISE, FARMINGTON, MICHIGAN: [226, 12, 656, 27]
- notice-body-continuation: DEFAULT having been made in the conditions of a certain real estate mortgage made and executed. DEFAULT having been made in the conditions of a certain real estate mortgage made and executed. DEFAULT having been made in the conditions of a certain real estate mortgage made and executed. DEFAULT having been made in the conditions of a certain real estate mortgage made and executed. DEFAULT having been made in the conditions of a certain real estate mortgage made and executed. DEFAULT having been made in the conditions of a certain real estate mortgage made and executed. DEFAULT having been made in the conditions of a certain real estate mortgage made and executed. DEFAULT having been made in the conditions of a certain real estate mortgage made and executed. DEFAULT having been made in the conditions of a certain real estate mortgage made and executed.: [944, 475, 1114, 581]
- legal-notice: [18, 754, 192, 807]
- legal-notice: [576, 39, 745, 85]
